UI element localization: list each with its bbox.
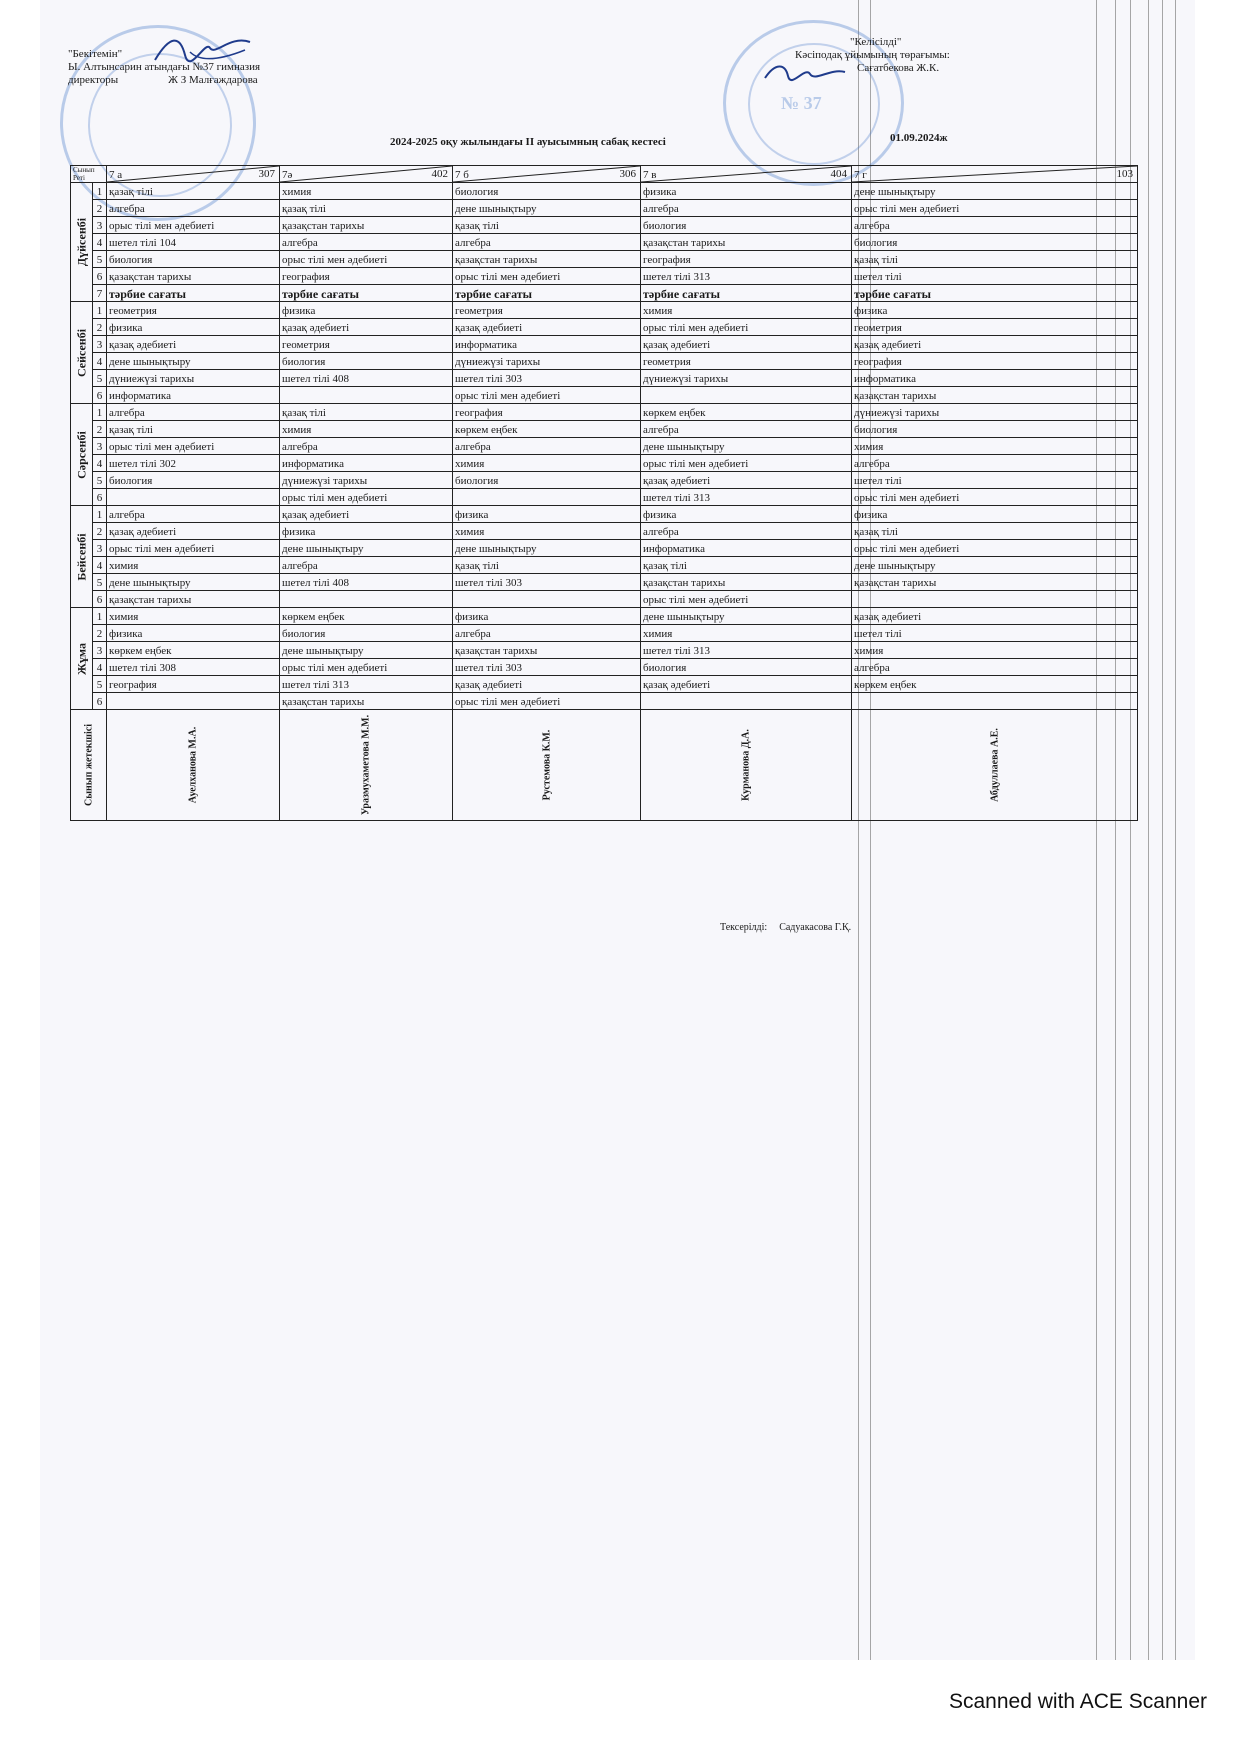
lesson-number: 1: [93, 608, 107, 625]
lesson-cell: қазақстан тарихы: [852, 387, 1138, 404]
lesson-cell: биология: [453, 183, 641, 200]
lesson-cell: қазақстан тарихы: [107, 591, 280, 608]
lesson-cell: шетел тілі 303: [453, 659, 641, 676]
class-room: 306: [619, 168, 637, 180]
lesson-cell: алгебра: [852, 455, 1138, 472]
lesson-cell: дене шынықтыру: [107, 353, 280, 370]
lesson-cell: орыс тілі мен әдебиеті: [641, 319, 852, 336]
schedule-row: [71, 302, 1138, 319]
lesson-cell: қазақ әдебиеті: [280, 319, 453, 336]
schedule-row: [71, 659, 1138, 676]
lesson-cell: шетел тілі 408: [280, 574, 453, 591]
schedule-row: [71, 608, 1138, 625]
lesson-number: 7: [93, 285, 107, 302]
lesson-cell: қазақ әдебиеті: [641, 472, 852, 489]
lesson-cell: физика: [107, 625, 280, 642]
day-label: Жұма: [71, 608, 93, 710]
lesson-cell: тәрбие сағаты: [641, 285, 852, 302]
lesson-cell: алгебра: [852, 217, 1138, 234]
lesson-cell: қазақ әдебиеті: [852, 336, 1138, 353]
approval-line: "Бекітемін": [68, 48, 123, 60]
lesson-cell: физика: [280, 302, 453, 319]
lesson-number: 5: [93, 574, 107, 591]
lesson-cell: шетел тілі 303: [453, 370, 641, 387]
lesson-number: 6: [93, 489, 107, 506]
lesson-cell: химия: [852, 642, 1138, 659]
lesson-cell: биология: [852, 421, 1138, 438]
schedule-row: [71, 489, 1138, 506]
class-teacher: Курманова Д.А.: [641, 710, 852, 821]
lesson-number: 5: [93, 370, 107, 387]
lesson-cell: физика: [641, 506, 852, 523]
lesson-cell: физика: [852, 506, 1138, 523]
lesson-cell: орыс тілі мен әдебиеті: [453, 387, 641, 404]
class-teacher: Ауелханова М.А.: [107, 710, 280, 821]
lesson-number: 6: [93, 693, 107, 710]
lesson-cell: биология: [107, 251, 280, 268]
lesson-cell: [641, 387, 852, 404]
lesson-cell: орыс тілі мен әдебиеті: [641, 591, 852, 608]
class-name: 7ә: [282, 169, 293, 181]
lesson-number: 1: [93, 506, 107, 523]
lesson-number: 3: [93, 336, 107, 353]
lesson-cell: дене шынықтыру: [852, 183, 1138, 200]
day-label: Бейсенбі: [71, 506, 93, 608]
lesson-cell: орыс тілі мен әдебиеті: [453, 693, 641, 710]
lesson-cell: биология: [280, 353, 453, 370]
lesson-cell: дене шынықтыру: [641, 438, 852, 455]
lesson-cell: информатика: [107, 387, 280, 404]
lesson-cell: тәрбие сағаты: [107, 285, 280, 302]
lesson-cell: қазақ тілі: [107, 421, 280, 438]
lesson-cell: алгебра: [852, 659, 1138, 676]
lesson-cell: информатика: [453, 336, 641, 353]
schedule-row: [71, 234, 1138, 251]
lesson-cell: геометрия: [641, 353, 852, 370]
lesson-cell: биология: [453, 472, 641, 489]
lesson-cell: қазақ тілі: [852, 523, 1138, 540]
lesson-cell: шетел тілі 408: [280, 370, 453, 387]
lesson-cell: дене шынықтыру: [453, 200, 641, 217]
lesson-cell: геометрия: [280, 336, 453, 353]
lesson-cell: орыс тілі мен әдебиеті: [852, 200, 1138, 217]
lesson-cell: биология: [641, 217, 852, 234]
lesson-number: 1: [93, 404, 107, 421]
lesson-cell: шетел тілі 303: [453, 574, 641, 591]
lesson-cell: физика: [641, 183, 852, 200]
lesson-cell: көркем еңбек: [280, 608, 453, 625]
lesson-cell: қазақстан тарихы: [641, 234, 852, 251]
lesson-cell: дүниежүзі тарихы: [280, 472, 453, 489]
lesson-cell: информатика: [852, 370, 1138, 387]
lesson-cell: орыс тілі мен әдебиеті: [107, 217, 280, 234]
class-room: 402: [431, 168, 449, 180]
schedule-row: [71, 693, 1138, 710]
lesson-cell: көркем еңбек: [453, 421, 641, 438]
class-room: 103: [1116, 168, 1134, 180]
lesson-cell: шетел тілі 302: [107, 455, 280, 472]
approval-block: [68, 48, 260, 87]
schedule-row: [71, 591, 1138, 608]
lesson-cell: дүниежүзі тарихы: [107, 370, 280, 387]
schedule-row: [71, 676, 1138, 693]
lesson-cell: тәрбие сағаты: [280, 285, 453, 302]
lesson-cell: физика: [453, 608, 641, 625]
lesson-cell: дене шынықтыру: [107, 574, 280, 591]
lesson-cell: [280, 591, 453, 608]
lesson-cell: орыс тілі мен әдебиеті: [280, 659, 453, 676]
lesson-cell: орыс тілі мен әдебиеті: [852, 489, 1138, 506]
union-seal-stamp: № 37: [723, 20, 904, 186]
schedule-row: [71, 336, 1138, 353]
lesson-cell: қазақстан тарихы: [641, 574, 852, 591]
lesson-cell: биология: [641, 659, 852, 676]
lesson-cell: алгебра: [107, 506, 280, 523]
lesson-cell: алгебра: [280, 557, 453, 574]
lesson-cell: көркем еңбек: [641, 404, 852, 421]
lesson-cell: орыс тілі мен әдебиеті: [280, 251, 453, 268]
lesson-cell: шетел тілі: [852, 625, 1138, 642]
schedule-row: [71, 523, 1138, 540]
lesson-cell: қазақстан тарихы: [453, 642, 641, 659]
schedule-row: [71, 557, 1138, 574]
lesson-cell: қазақ әдебиеті: [453, 676, 641, 693]
lesson-cell: көркем еңбек: [107, 642, 280, 659]
lesson-cell: [453, 591, 641, 608]
lesson-cell: алгебра: [641, 421, 852, 438]
lesson-cell: қазақ әдебиеті: [641, 676, 852, 693]
schedule-table: [70, 165, 1138, 821]
lesson-number: 4: [93, 455, 107, 472]
lesson-cell: химия: [107, 608, 280, 625]
class-header-3: [641, 166, 852, 183]
class-name: 7 а: [109, 169, 123, 181]
day-label: Сейсенбі: [71, 302, 93, 404]
lesson-cell: информатика: [280, 455, 453, 472]
lesson-cell: тәрбие сағаты: [453, 285, 641, 302]
lesson-cell: шетел тілі 313: [641, 642, 852, 659]
lesson-number: 4: [93, 557, 107, 574]
lesson-cell: қазақстан тарихы: [280, 693, 453, 710]
lesson-cell: орыс тілі мен әдебиеті: [641, 455, 852, 472]
lesson-cell: алгебра: [107, 404, 280, 421]
schedule-row: [71, 438, 1138, 455]
lesson-cell: орыс тілі мен әдебиеті: [107, 438, 280, 455]
lesson-number: 5: [93, 472, 107, 489]
lesson-number: 2: [93, 200, 107, 217]
lesson-number: 2: [93, 319, 107, 336]
schedule-row: [71, 472, 1138, 489]
lesson-cell: [453, 489, 641, 506]
lesson-cell: химия: [280, 421, 453, 438]
corner-cell: [71, 166, 107, 183]
lesson-cell: дене шынықтыру: [852, 557, 1138, 574]
day-label: Сәрсенбі: [71, 404, 93, 506]
lesson-cell: геометрия: [852, 319, 1138, 336]
lesson-cell: шетел тілі 308: [107, 659, 280, 676]
lesson-cell: алгебра: [107, 200, 280, 217]
lesson-cell: қазақстан тарихы: [852, 574, 1138, 591]
lesson-number: 1: [93, 183, 107, 200]
lesson-cell: алгебра: [453, 234, 641, 251]
lesson-cell: дүниежүзі тарихы: [641, 370, 852, 387]
lesson-cell: көркем еңбек: [852, 676, 1138, 693]
lesson-cell: қазақ әдебиеті: [107, 523, 280, 540]
lesson-cell: география: [453, 404, 641, 421]
lesson-cell: қазақ әдебиеті: [453, 319, 641, 336]
class-name: 7 г: [854, 169, 867, 181]
lesson-cell: қазақ әдебиеті: [107, 336, 280, 353]
lesson-cell: шетел тілі 313: [641, 489, 852, 506]
lesson-cell: география: [107, 676, 280, 693]
lesson-cell: қазақ тілі: [453, 217, 641, 234]
lesson-cell: дүниежүзі тарихы: [852, 404, 1138, 421]
lesson-number: 4: [93, 659, 107, 676]
lesson-number: 6: [93, 387, 107, 404]
lesson-cell: физика: [852, 302, 1138, 319]
lesson-cell: қазақ тілі: [280, 200, 453, 217]
corner-label: Сынып Реті: [73, 166, 95, 182]
lesson-number: 3: [93, 217, 107, 234]
lesson-cell: геометрия: [107, 302, 280, 319]
lesson-cell: география: [280, 268, 453, 285]
lesson-cell: алгебра: [280, 234, 453, 251]
lesson-cell: орыс тілі мен әдебиеті: [280, 489, 453, 506]
class-room: 307: [258, 168, 276, 180]
lesson-cell: дене шынықтыру: [280, 642, 453, 659]
lesson-cell: алгебра: [641, 200, 852, 217]
lesson-number: 2: [93, 421, 107, 438]
lesson-number: 4: [93, 234, 107, 251]
lesson-cell: химия: [641, 302, 852, 319]
lesson-cell: дене шынықтыру: [280, 540, 453, 557]
lesson-cell: шетел тілі 104: [107, 234, 280, 251]
schedule-row: [71, 574, 1138, 591]
lesson-cell: дене шынықтыру: [453, 540, 641, 557]
lesson-cell: алгебра: [453, 438, 641, 455]
class-room: 404: [830, 168, 848, 180]
lesson-cell: физика: [280, 523, 453, 540]
scanned-sheet: [40, 0, 1195, 1660]
class-name: 7 в: [643, 169, 657, 181]
schedule-row: [71, 353, 1138, 370]
lesson-cell: [852, 693, 1138, 710]
lesson-number: 3: [93, 642, 107, 659]
teacher-row: [71, 710, 1138, 821]
header-row: [71, 166, 1138, 183]
lesson-cell: [852, 591, 1138, 608]
schedule-row: [71, 285, 1138, 302]
lesson-cell: қазақ тілі: [852, 251, 1138, 268]
lesson-cell: дене шынықтыру: [641, 608, 852, 625]
teacher-row-label: Сынып жетекшісі: [71, 710, 107, 821]
lesson-cell: [280, 387, 453, 404]
lesson-number: 3: [93, 438, 107, 455]
schedule-row: [71, 540, 1138, 557]
schedule-row: [71, 217, 1138, 234]
lesson-cell: дүниежүзі тарихы: [453, 353, 641, 370]
lesson-cell: география: [852, 353, 1138, 370]
lesson-cell: химия: [453, 523, 641, 540]
lesson-cell: география: [641, 251, 852, 268]
lesson-cell: қазақ әдебиеті: [852, 608, 1138, 625]
page-title: 2024-2025 оқу жылындағы II ауысымның сабақ кестесі: [390, 136, 666, 148]
lesson-cell: биология: [107, 472, 280, 489]
lesson-cell: қазақстан тарихы: [107, 268, 280, 285]
lesson-cell: физика: [107, 319, 280, 336]
lesson-cell: шетел тілі: [852, 268, 1138, 285]
lesson-cell: биология: [280, 625, 453, 642]
schedule-row: [71, 421, 1138, 438]
agreement-line: "Келісілді": [850, 36, 902, 48]
lesson-cell: физика: [453, 506, 641, 523]
agreement-line: Сағатбекова Ж.К.: [857, 62, 940, 74]
class-teacher: Уразмухаметова М.М.: [280, 710, 453, 821]
lesson-cell: биология: [852, 234, 1138, 251]
lesson-number: 5: [93, 676, 107, 693]
lesson-cell: тәрбие сағаты: [852, 285, 1138, 302]
lesson-cell: алгебра: [453, 625, 641, 642]
lesson-cell: [107, 693, 280, 710]
lesson-cell: информатика: [641, 540, 852, 557]
lesson-cell: шетел тілі 313: [641, 268, 852, 285]
lesson-cell: химия: [280, 183, 453, 200]
class-header-2: [453, 166, 641, 183]
checked-by: Тексерілді: Садуакасова Г.Қ.: [720, 922, 852, 933]
lesson-cell: орыс тілі мен әдебиеті: [453, 268, 641, 285]
schedule-row: [71, 625, 1138, 642]
class-teacher: Рустемова К.М.: [453, 710, 641, 821]
schedule-row: [71, 370, 1138, 387]
schedule-row: [71, 200, 1138, 217]
lesson-number: 4: [93, 353, 107, 370]
lesson-cell: химия: [641, 625, 852, 642]
approval-line: директоры Ж З Малғаждарова: [68, 74, 258, 86]
lesson-cell: шетел тілі 313: [280, 676, 453, 693]
schedule-row: [71, 251, 1138, 268]
schedule-row: [71, 455, 1138, 472]
lesson-cell: орыс тілі мен әдебиеті: [852, 540, 1138, 557]
schedule-row: [71, 268, 1138, 285]
class-header-0: [107, 166, 280, 183]
lesson-cell: қазақ әдебиеті: [641, 336, 852, 353]
scanner-watermark: Scanned with ACE Scanner: [949, 1690, 1207, 1713]
agreement-line: Кәсіподақ ұйымының төрағымы:: [795, 49, 950, 61]
lesson-cell: қазақстан тарихы: [453, 251, 641, 268]
lesson-cell: қазақ тілі: [641, 557, 852, 574]
schedule-row: [71, 319, 1138, 336]
lesson-number: 6: [93, 591, 107, 608]
lesson-cell: қазақ тілі: [453, 557, 641, 574]
lesson-number: 2: [93, 625, 107, 642]
schedule-row: [71, 387, 1138, 404]
approval-line: Ы. Алтынсарин атындағы №37 гимназия: [68, 61, 261, 73]
lesson-cell: қазақ тілі: [280, 404, 453, 421]
schedule-row: [71, 404, 1138, 421]
lesson-cell: [107, 489, 280, 506]
lesson-cell: химия: [453, 455, 641, 472]
schedule-row: [71, 642, 1138, 659]
lesson-cell: орыс тілі мен әдебиеті: [107, 540, 280, 557]
document-date: 01.09.2024ж: [890, 132, 948, 144]
day-label: Дүйсенбі: [71, 183, 93, 302]
agreement-block: [795, 36, 950, 75]
lesson-cell: алгебра: [280, 438, 453, 455]
lesson-cell: қазақ әдебиеті: [280, 506, 453, 523]
lesson-cell: химия: [107, 557, 280, 574]
lesson-number: 2: [93, 523, 107, 540]
lesson-cell: алгебра: [641, 523, 852, 540]
lesson-cell: геометрия: [453, 302, 641, 319]
class-header-4: [852, 166, 1138, 183]
lesson-number: 1: [93, 302, 107, 319]
class-teacher: Абдуллаева А.Е.: [852, 710, 1138, 821]
schedule-row: [71, 506, 1138, 523]
lesson-number: 5: [93, 251, 107, 268]
schedule-row: [71, 183, 1138, 200]
lesson-cell: химия: [852, 438, 1138, 455]
lesson-number: 3: [93, 540, 107, 557]
lesson-cell: [641, 693, 852, 710]
class-name: 7 б: [455, 169, 469, 181]
lesson-number: 6: [93, 268, 107, 285]
class-header-1: [280, 166, 453, 183]
lesson-cell: қазақ тілі: [107, 183, 280, 200]
lesson-cell: шетел тілі: [852, 472, 1138, 489]
lesson-cell: қазақстан тарихы: [280, 217, 453, 234]
